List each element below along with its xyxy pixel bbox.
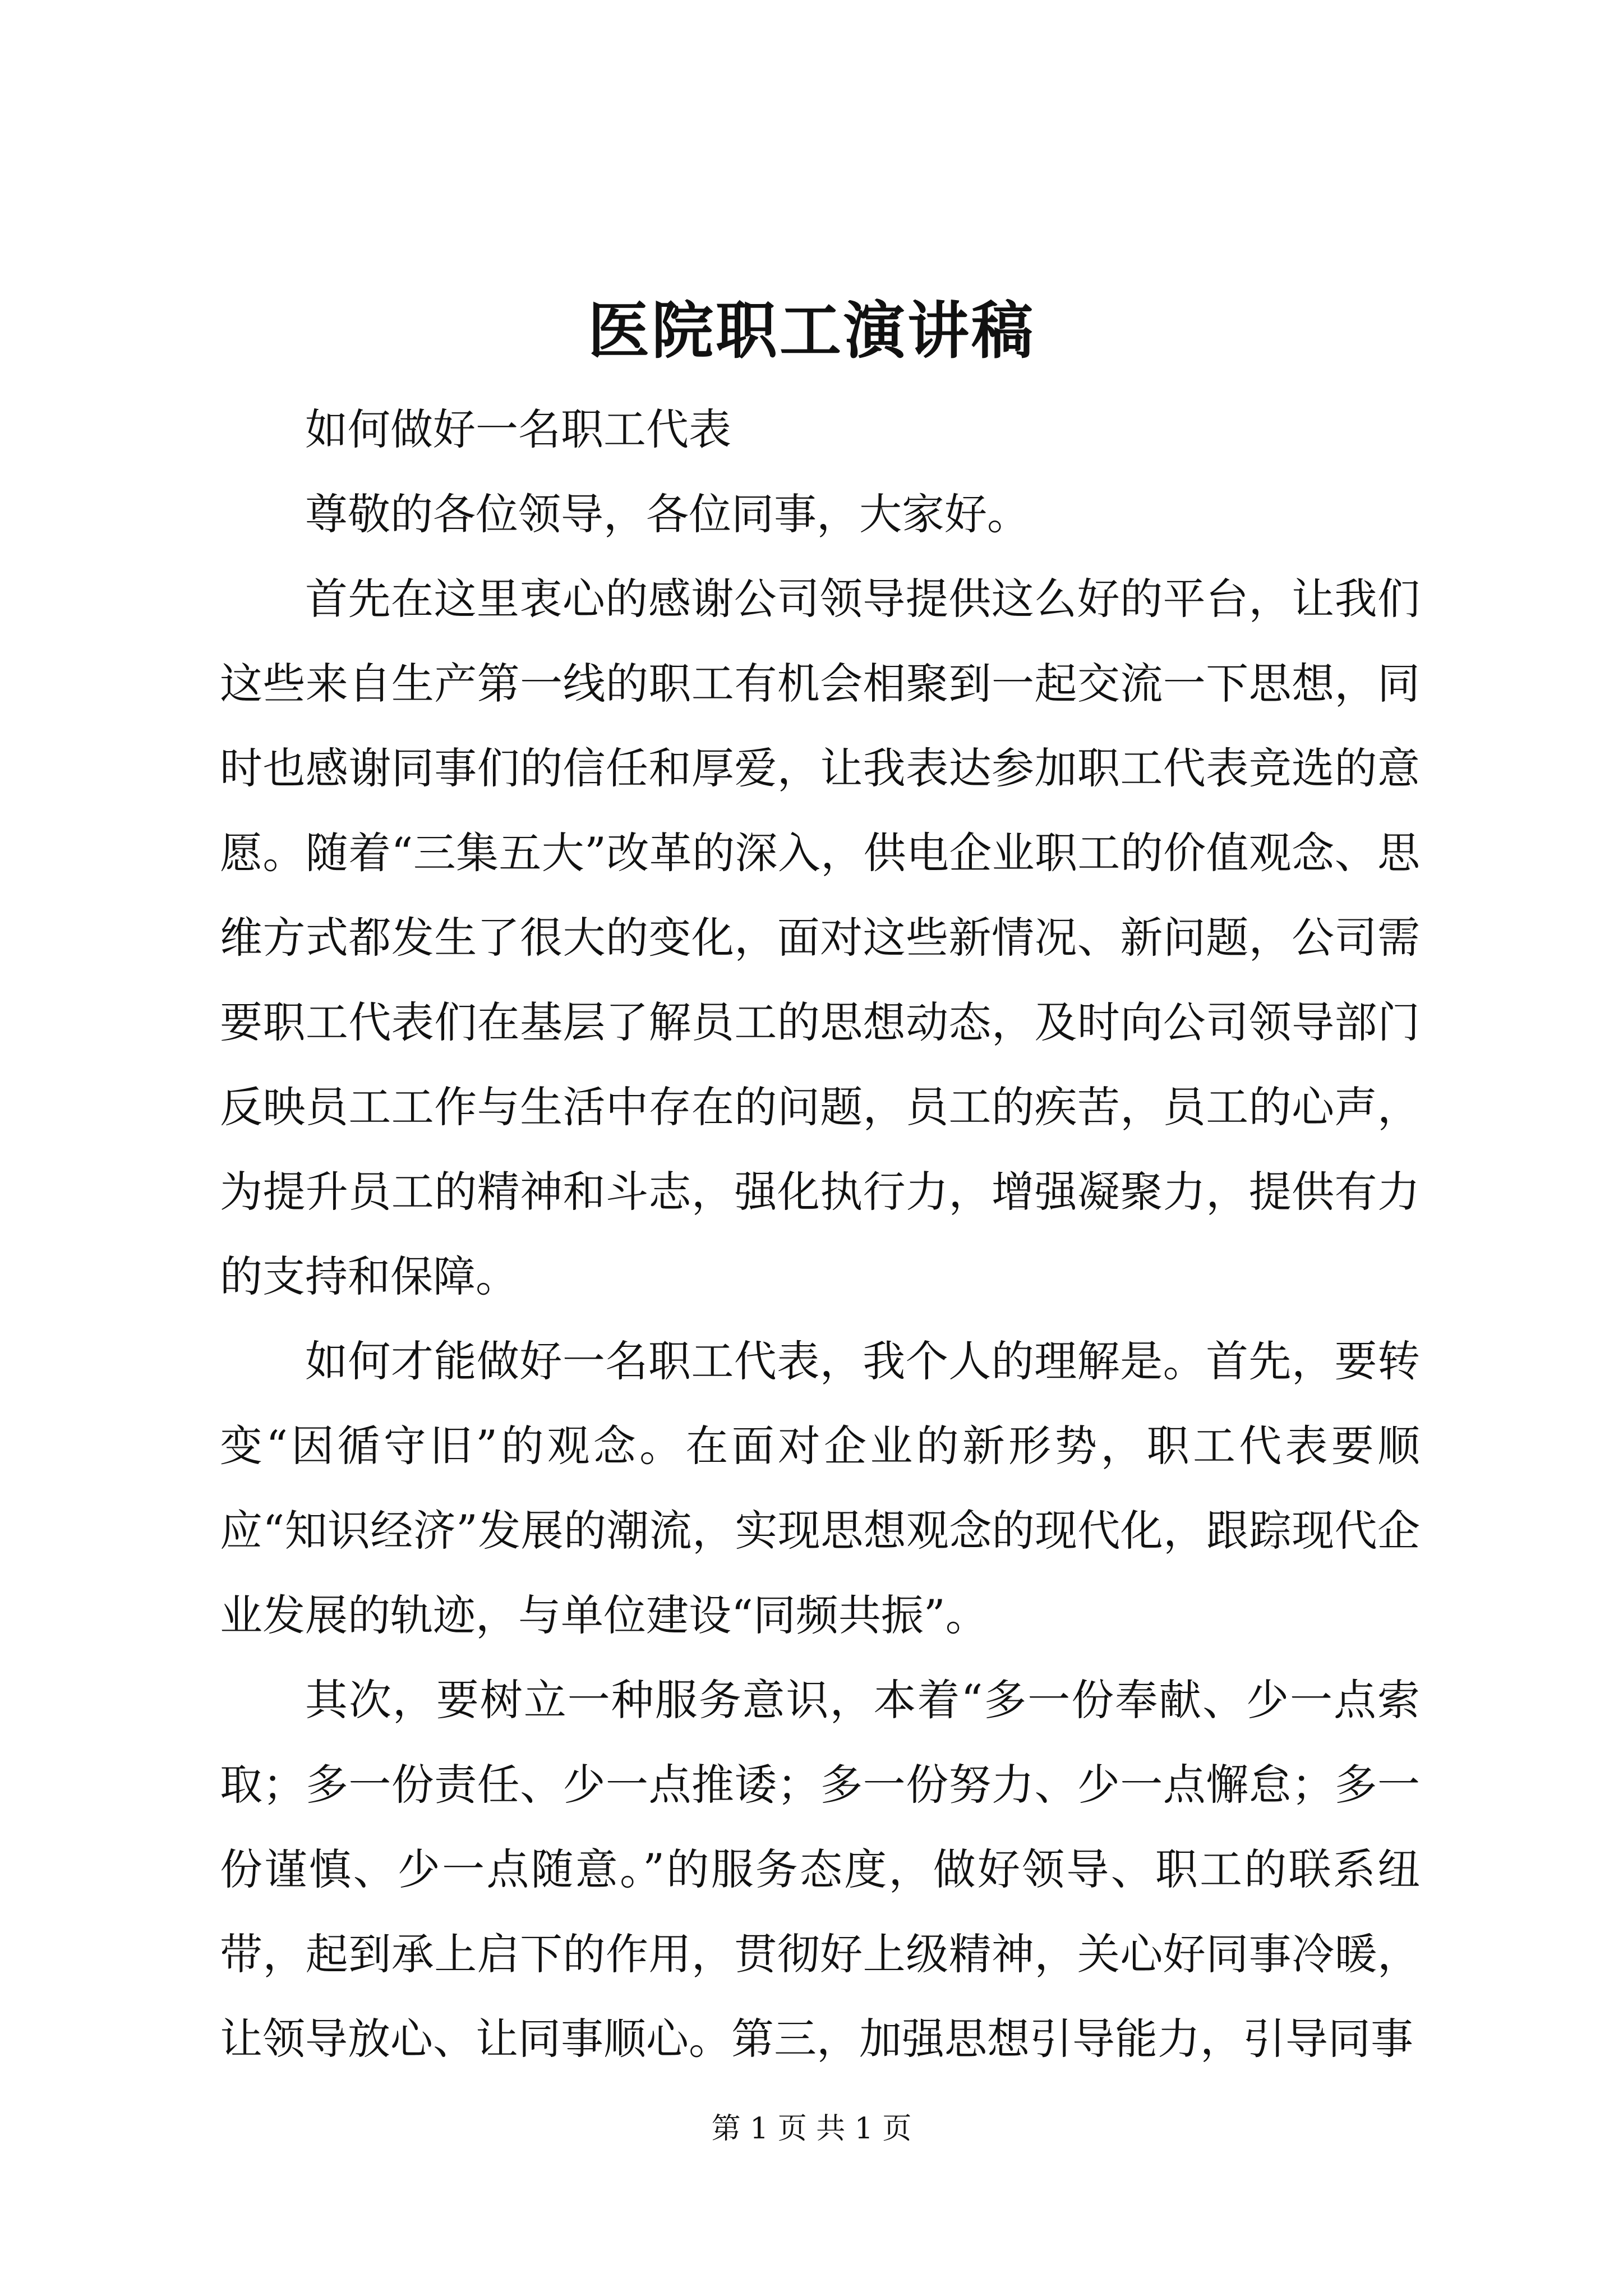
- paragraph-subtitle: 如何做好一名职工代表: [305, 404, 731, 454]
- paragraph-introduction: 首先在这里衷心的感谢公司领导提供这么好的平台，让我们这些来自生产第一线的职工有机会相聚到一起交流一下思想，同时也感谢同事们的信任和厚爱，让我表达参加职工代表竞选的意愿。随着“三集五大”改革的深入，供电企业职工的价值观念、思维方式都发生了很大的变化，面对这些新情况、新问题，公司需要职工代表们在基层了解员工的思想动态，及时向公司领导部门反映员工工作与生活中存在的问题，员工的疾苦，员工的心声，为提升员工的精神和斗志，强化执行力，增强凝聚力，提供有力的支持和保障。: [220, 574, 1420, 1301]
- paragraph-second-point: 其次，要树立一种服务意识，本着“多一份奉献、少一点索取；多一份责任、少一点推诿；多一份努力、少一点懈怠；多一份谨慎、少一点随意。”的服务态度，做好领导、职工的联系纽带，起到承上启下的作用，贯彻好上级精神，关心好同事冷暖，让领导放心、让同事顺心。第三，加强思想引导能力，引导同事: [220, 1675, 1420, 2064]
- page-footer: 第 1 页 共 1 页: [711, 2112, 912, 2146]
- paragraph-first-point: 如何才能做好一名职工代表，我个人的理解是。首先，要转变“因循守旧”的观念。在面对企业的新形势，职工代表要顺应“知识经济”发展的潮流，实现思想观念的现代化，跟踪现代企业发展的轨迹，与单位建设“同频共振”。: [220, 1336, 1420, 1640]
- paragraph-greeting: 尊敬的各位领导，各位同事，大家好。: [305, 489, 1030, 539]
- document-title: 医院职工演讲稿: [588, 295, 1035, 367]
- document-body: [220, 387, 1420, 2081]
